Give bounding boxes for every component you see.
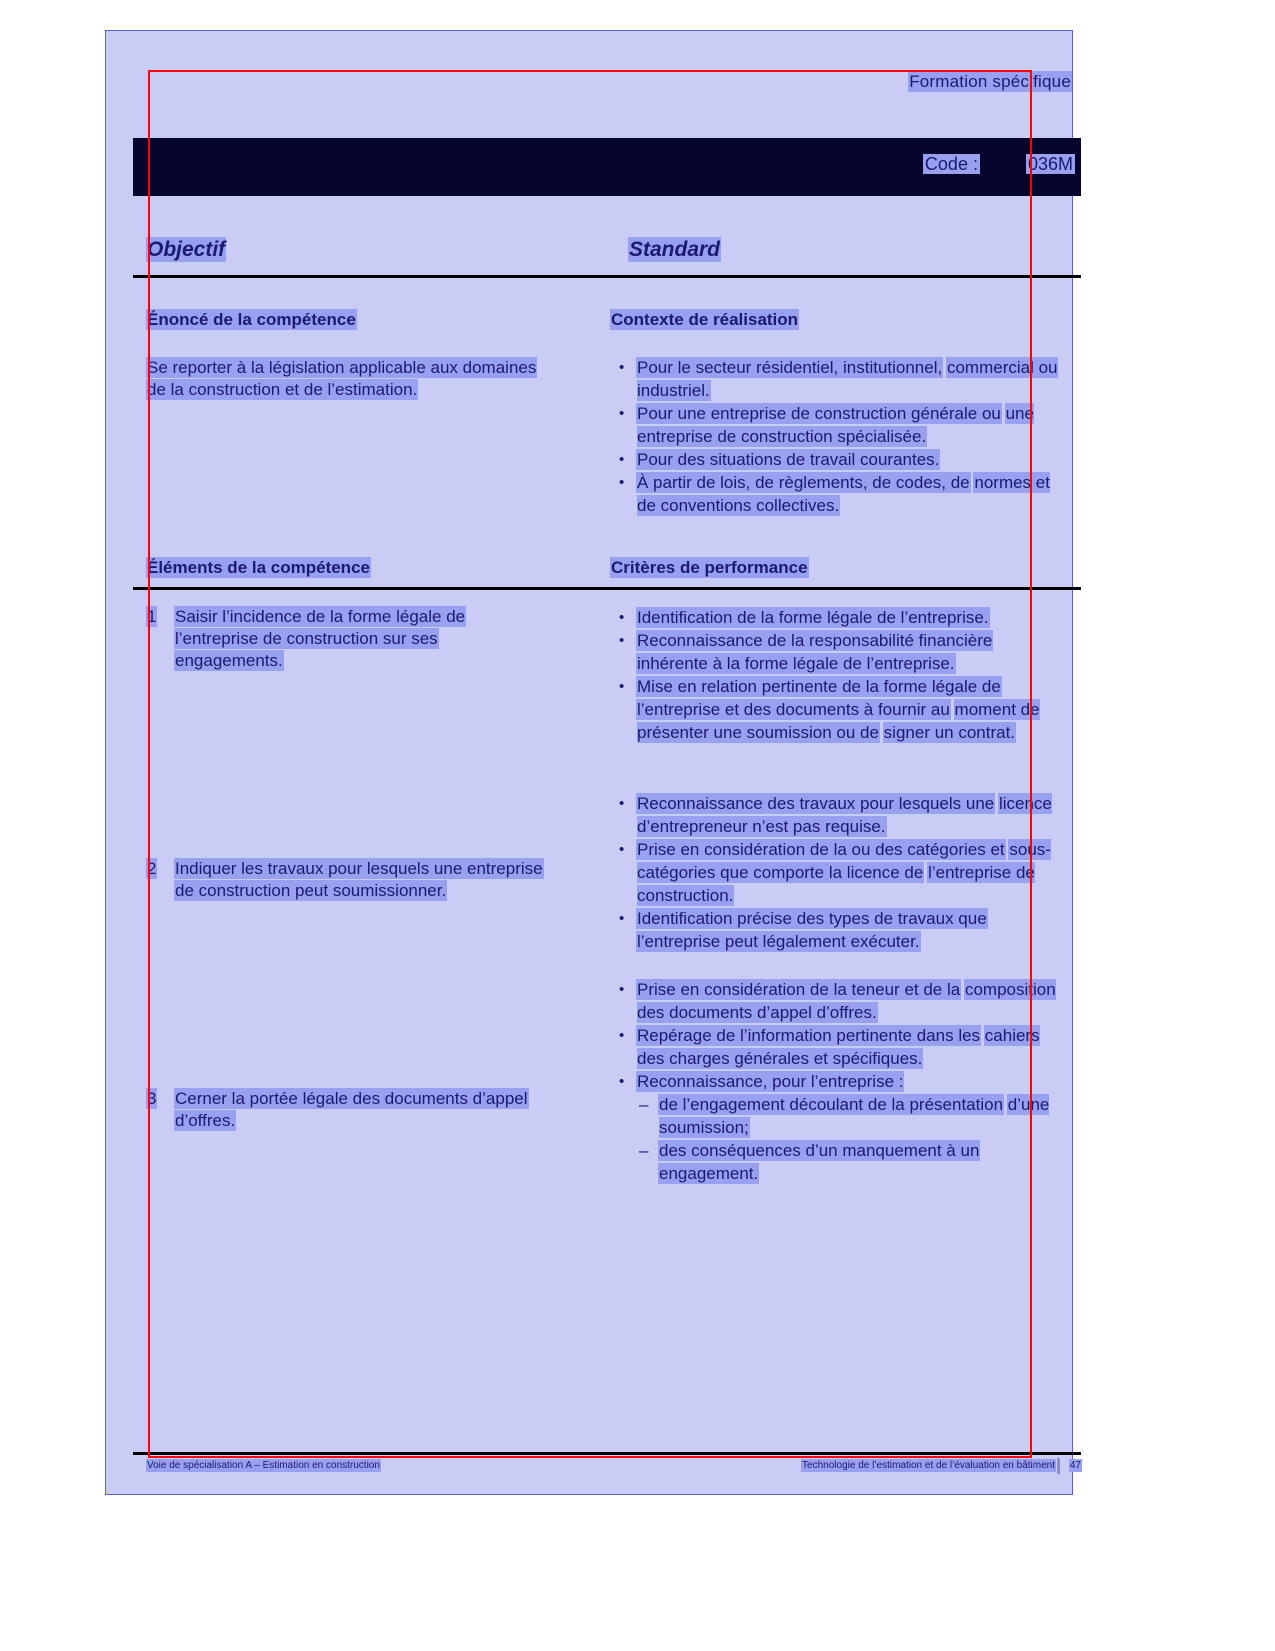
list-line: inhérente à la forme légale de l’entreprise. (637, 654, 955, 673)
list-line: sous-catégories que comporte la licence de (637, 840, 1051, 882)
element-line: de construction peut soumissionner. (175, 881, 447, 900)
list-item (611, 1070, 1067, 1185)
list-item (611, 356, 1067, 402)
divider-top (133, 275, 1081, 278)
criteres-list (611, 792, 1067, 953)
list-line: moment de présenter une soumission ou de (637, 700, 1040, 742)
enonce-text (147, 357, 597, 401)
list-item (611, 907, 1067, 953)
sub-list-line: de l’engagement découlant de la présentation (659, 1095, 1004, 1114)
list-item (611, 402, 1067, 448)
text-caret (1057, 1458, 1060, 1474)
code-text (923, 154, 1075, 175)
element-line: Cerner la portée légale des documents d’appel (175, 1089, 528, 1108)
element-number: 1 (147, 607, 157, 626)
divider-middle (133, 587, 1081, 590)
list-item (611, 471, 1067, 517)
page-content (133, 60, 1081, 1480)
sub-list-item (637, 1093, 1067, 1139)
list-line: Reconnaissance, pour l’entreprise : (637, 1072, 904, 1091)
list-line: une entreprise de construction spécialisée. (637, 404, 1034, 446)
list-line: Mise en relation pertinente de la forme légale de (637, 677, 1001, 696)
list-line: licence d’entrepreneur n’est pas requise. (637, 794, 1052, 836)
elements-heading: Éléments de la compétence (147, 558, 370, 577)
list-line: composition des documents d’appel d’offres. (637, 980, 1056, 1022)
code-value: 036M (1027, 154, 1073, 174)
list-line: Identification précise des types de travaux que (637, 909, 987, 928)
objectif-heading-wrap (147, 238, 225, 262)
divider-bottom (133, 1452, 1081, 1455)
element-line: d’offres. (175, 1111, 236, 1130)
enonce-line: de la construction et de l’estimation. (147, 380, 418, 399)
list-line: Pour des situations de travail courantes. (637, 450, 940, 469)
section-label-wrap (909, 72, 1071, 92)
element-line: Saisir l’incidence de la forme légale de (175, 607, 466, 626)
element-line: engagements. (175, 651, 283, 670)
list-item (611, 978, 1067, 1024)
list-line: l’entreprise de construction. (637, 863, 1035, 905)
list-line: Pour une entreprise de construction générale ou (637, 404, 1001, 423)
element-number: 2 (147, 859, 157, 878)
element-line: Indiquer les travaux pour lesquels une entreprise (175, 859, 543, 878)
list-item (611, 838, 1067, 907)
list-item (611, 606, 1067, 629)
element-item (147, 858, 635, 902)
criteres-heading-wrap (611, 558, 808, 578)
list-item (611, 629, 1067, 675)
criteres-heading: Critères de performance (611, 558, 808, 577)
sub-list-item (637, 1139, 1067, 1185)
section-label: Formation spécifique (909, 72, 1071, 91)
objectif-heading: Objectif (147, 238, 226, 261)
list-line: Prise en considération de la ou des catégories et (637, 840, 1005, 859)
standard-heading: Standard (629, 238, 721, 261)
list-item (611, 675, 1067, 744)
sub-list-line: d’une soumission; (659, 1095, 1050, 1137)
list-line: Identification de la forme légale de l’entreprise. (637, 608, 989, 627)
elements-heading-wrap (147, 558, 370, 578)
list-line: Reconnaissance des travaux pour lesquels une (637, 794, 995, 813)
list-line: À partir de lois, de règlements, de codes, de (637, 473, 970, 492)
enonce-heading-wrap (147, 310, 356, 330)
enonce-heading: Énoncé de la compétence (147, 310, 356, 329)
element-number: 3 (147, 1089, 157, 1108)
list-line: Repérage de l’information pertinente dans les (637, 1026, 981, 1045)
code-bar (133, 138, 1081, 196)
standard-heading-wrap (629, 238, 720, 262)
list-line: l’entreprise et des documents à fournir au (637, 700, 950, 719)
element-item (147, 1088, 635, 1132)
list-item (611, 448, 1067, 471)
criteres-list (611, 978, 1067, 1185)
sub-list-line: des conséquences d’un manquement à un (659, 1141, 980, 1160)
code-label: Code : (924, 154, 978, 174)
objectif-standard-header (147, 238, 1081, 268)
page-number: 47 (1069, 1460, 1081, 1471)
list-line: Prise en considération de la teneur et de la (637, 980, 961, 999)
criteres-list (611, 606, 1067, 744)
footer-right: Technologie de l’estimation et de l’évaluation en bâtiment (802, 1460, 1055, 1471)
list-line: normes et de conventions collectives. (637, 473, 1050, 515)
enonce-line: Se reporter à la législation applicable aux domaines (147, 358, 537, 377)
element-line: l’entreprise de construction sur ses (175, 629, 438, 648)
list-item (611, 792, 1067, 838)
list-line: l’entreprise peut légalement exécuter. (637, 932, 920, 951)
sub-list (637, 1093, 1067, 1185)
sub-list-line: engagement. (659, 1164, 759, 1183)
contexte-heading: Contexte de réalisation (611, 310, 799, 329)
element-item (147, 606, 625, 672)
list-line: cahiers des charges générales et spécifiques. (637, 1026, 1040, 1068)
contexte-list (611, 356, 1067, 517)
list-line: Reconnaissance de la responsabilité financière (637, 631, 993, 650)
list-line: Pour le secteur résidentiel, institutionnel, (637, 358, 943, 377)
list-line: commercial ou industriel. (637, 358, 1058, 400)
list-item (611, 1024, 1067, 1070)
contexte-heading-wrap (611, 310, 798, 330)
footer-left: Voie de spécialisation A – Estimation en construction (147, 1460, 380, 1471)
list-line: signer un contrat. (883, 723, 1016, 742)
